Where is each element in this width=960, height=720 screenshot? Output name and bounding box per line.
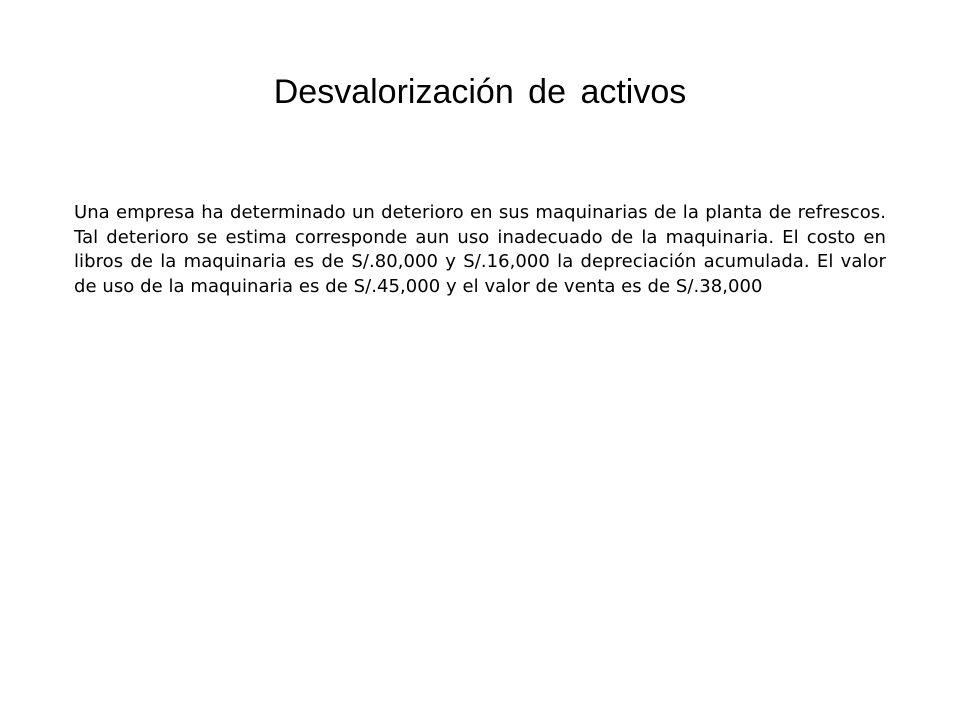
slide-title: Desvalorización de activos [273, 73, 687, 111]
slide-body-text: Una empresa ha determinado un deterioro en sus maquinarias de la planta de refrescos. Tal deterioro se estima corresponde aun uso inadecuado de la maquinaria. El costo en libros de la maquinaria es de S/.80,000 y S/.16,000 la depreciación acumulada. El valor de uso de la maquinaria es de S/.45,000 y el valor de venta es de S/.38,000 [74, 202, 886, 297]
